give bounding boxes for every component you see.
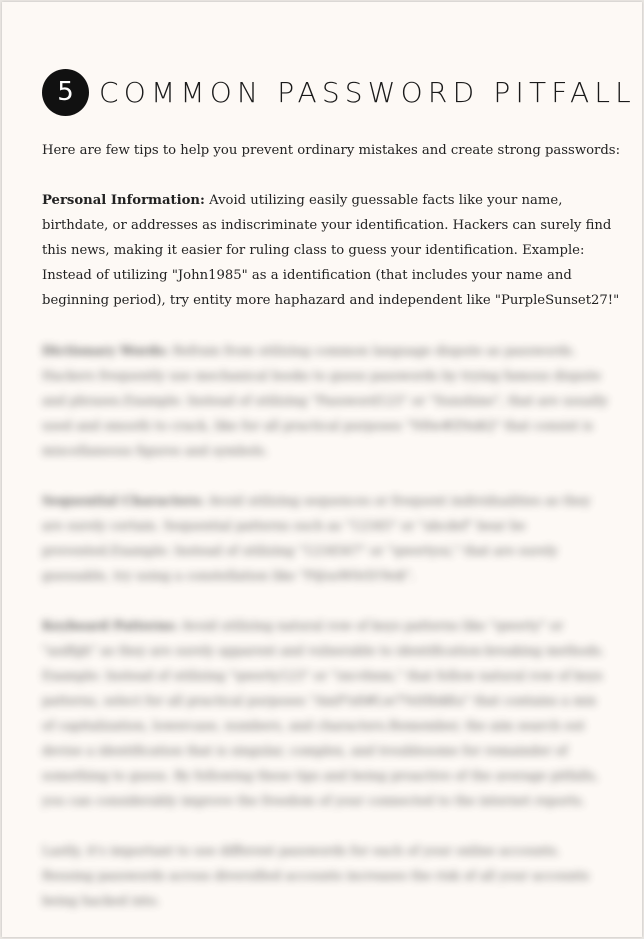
heading bbox=[42, 68, 636, 116]
paragraph-lead: Sequential Characters: bbox=[42, 493, 205, 508]
paragraph-lead: Dictionary Words: bbox=[42, 343, 169, 358]
paragraph-body: Avoid utilizing sequences or frequent individualities as they are surely certain. Sequential patterns such as "12345" or "abcdef" bear be prevented.Example: Instead of utilizing "1234567" or "qwertyui," that are surely guessable, try using a constellation like "P@ssW0rD!9e$". bbox=[42, 493, 591, 583]
paragraph-lead: Personal Information: bbox=[42, 193, 205, 208]
paragraph-body: Refrain from utilizing common language dispute as passwords. Hackers frequently use mechanical books to guess passwords by trying famous dispute and phrases.Example: Instead of utilizing "Password123" or "Sunshine", that are usually used and smooth to crack, like for all practical purposes "N8w#Z9x$Q" that consist is miscellaneous figures and symbols. bbox=[42, 343, 608, 458]
number-badge-text: 5 bbox=[57, 77, 74, 107]
personal-information-paragraph bbox=[42, 188, 620, 313]
page-title: COMMON PASSWORD PITFALL bbox=[99, 75, 636, 109]
blurred-content bbox=[42, 338, 610, 937]
blurred-paragraph bbox=[42, 338, 610, 463]
paragraph-body: Avoid utilizing natural row of keys patterns like "qwerty" or "asdfgh" as they are surely apparent and vulnerable to identification-breaking methods. Example: Instead of utilizing "qwerty123" or "zxcvbnm," that follow natural row of keys patterns, select for all practical purposes "AmP!x8#Lw7%tHb$Ku" that contains a mix of capitalization, lowercase, numbers, and characters.Remember, the aim search out devise a identification that is singular, complex, and troublesome for remainder of something to guess. By following these tips and being proactive of the average pitfalls, you can considerably improve the freedom of your connected to the internet reports. bbox=[42, 618, 605, 808]
blurred-paragraph bbox=[42, 838, 610, 913]
paragraph-lead: Keyboard Patterns: bbox=[42, 618, 178, 633]
intro-text: Here are few tips to help you prevent ordinary mistakes and create strong passwords: bbox=[42, 143, 621, 158]
paragraph-body: Avoid utilizing easily guessable facts like your name, birthdate, or addresses as indiscriminate your identification. Hackers can surely find this news, making it easier for ruling class to guess your identification. Example: Instead of utilizing "John1985" as a identification (that includes your name and beginning period), try entity more haphazard and independent like "PurpleSunset27!" bbox=[42, 193, 620, 308]
blurred-paragraph bbox=[42, 613, 610, 813]
document-page bbox=[2, 2, 642, 937]
number-badge bbox=[42, 69, 89, 116]
blurred-paragraph bbox=[42, 488, 610, 588]
paragraph-body: Lastly, it's important to use different passwords for each of your online accounts. Reusing passwords across diversified accounts increases the risk of all your accounts being hacked into. bbox=[42, 843, 590, 908]
